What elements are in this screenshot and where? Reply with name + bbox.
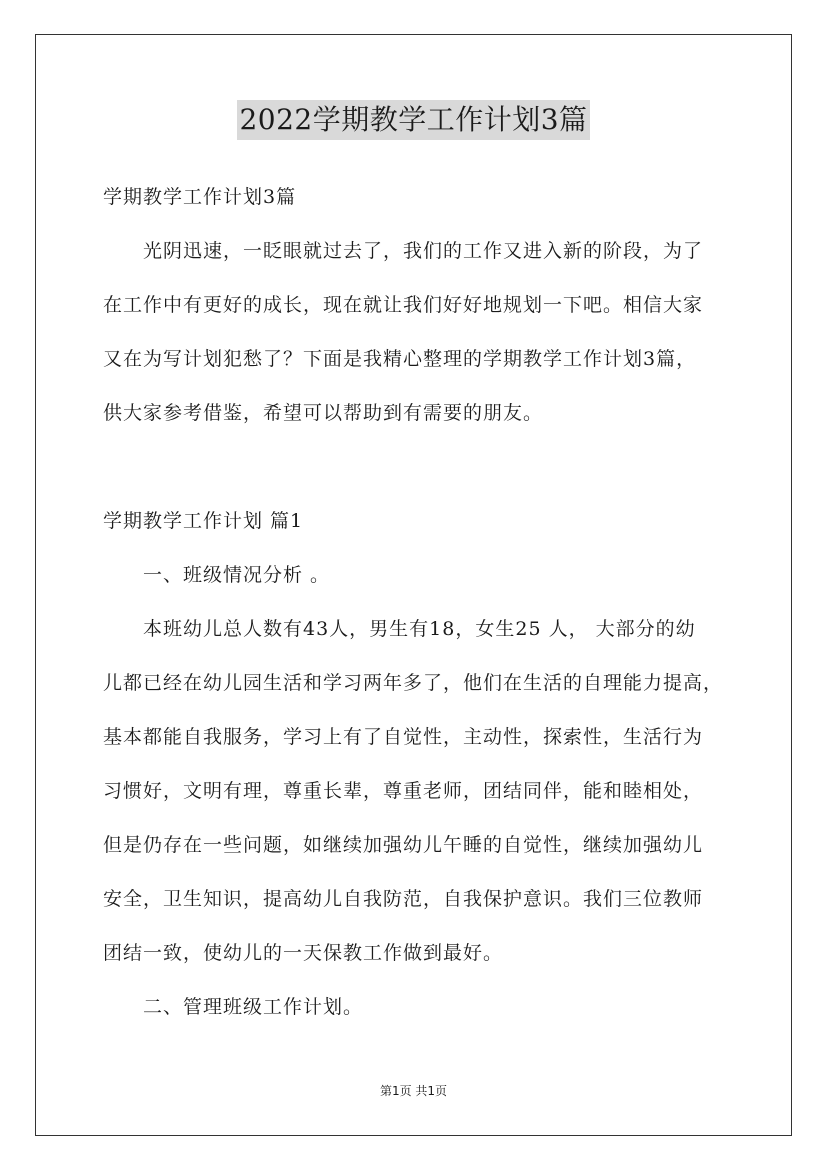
body-line: 但是仍存在一些问题，如继续加强幼儿午睡的自觉性，继续加强幼儿 bbox=[103, 834, 704, 856]
body-line: 基本都能自我服务，学习上有了自觉性，主动性，探索性，生活行为 bbox=[103, 726, 704, 748]
body-line: 光阴迅速，一眨眼就过去了，我们的工作又进入新的阶段，为了 bbox=[143, 240, 704, 262]
blank-line bbox=[103, 440, 743, 494]
body-line: 一、班级情况分析 。 bbox=[143, 564, 331, 586]
document-body bbox=[103, 170, 743, 1034]
body-line: 习惯好，文明有理，尊重长辈，尊重老师，团结同伴，能和睦相处， bbox=[103, 780, 704, 802]
page-footer: 第1页 共1页 bbox=[379, 1084, 448, 1098]
body-line: 供大家参考借鉴，希望可以帮助到有需要的朋友。 bbox=[103, 402, 544, 424]
body-line: 本班幼儿总人数有43人，男生有18，女生25 人， 大部分的幼 bbox=[143, 618, 696, 640]
body-line: 学期教学工作计划3篇 bbox=[103, 186, 297, 208]
body-line: 儿都已经在幼儿园生活和学习两年多了，他们在生活的自理能力提高， bbox=[103, 672, 724, 694]
document-title: 2022学期教学工作计划3篇 bbox=[237, 100, 589, 140]
title-container bbox=[0, 100, 827, 140]
body-line: 学期教学工作计划 篇1 bbox=[103, 510, 304, 532]
body-line: 又在为写计划犯愁了？下面是我精心整理的学期教学工作计划3篇， bbox=[103, 348, 697, 370]
body-line: 团结一致，使幼儿的一天保教工作做到最好。 bbox=[103, 942, 504, 964]
body-line: 在工作中有更好的成长，现在就让我们好好地规划一下吧。相信大家 bbox=[103, 294, 704, 316]
body-line: 二、管理班级工作计划。 bbox=[143, 996, 364, 1018]
body-line: 安全，卫生知识，提高幼儿自我防范，自我保护意识。我们三位教师 bbox=[103, 888, 704, 910]
